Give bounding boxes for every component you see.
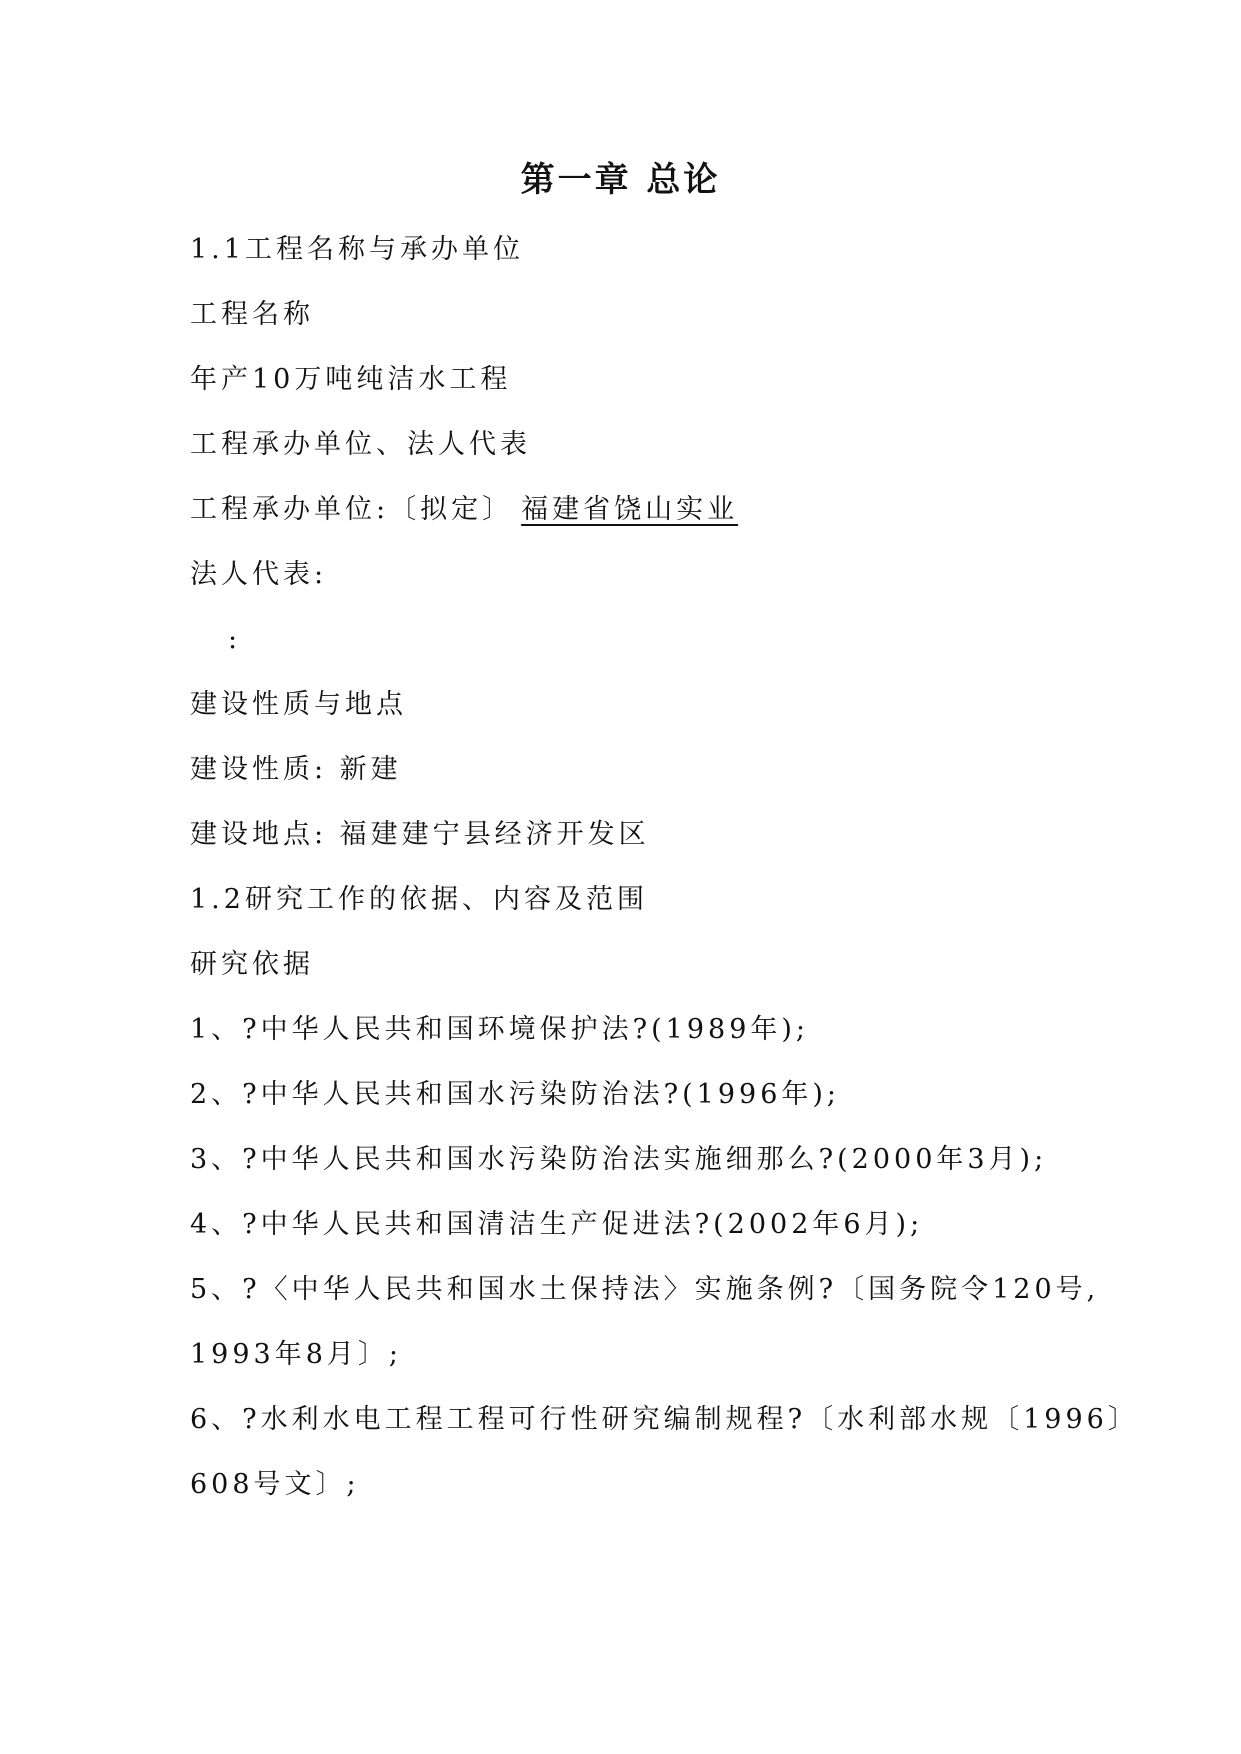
list-item: 4、?中华人民共和国清洁生产促进法?(2002年6月); (190, 1209, 924, 1240)
section-heading-1-2: 1.2研究工作的依据、内容及范围 (190, 884, 648, 915)
subheading-project-name: 工程名称 (190, 299, 314, 330)
list-item-continuation: 608号文〕; (190, 1469, 360, 1500)
list-item: 3、?中华人民共和国水污染防治法实施细那么?(2000年3月); (190, 1144, 1048, 1175)
legal-representative-label: 法人代表: (190, 559, 328, 590)
subheading-research-basis: 研究依据 (190, 949, 314, 980)
construction-nature: 建设性质: 新建 (190, 754, 402, 785)
undertaker-row (190, 492, 750, 528)
subheading-nature-location: 建设性质与地点 (190, 689, 407, 720)
list-item: 6、?水利水电工程工程可行性研究编制规程?〔水利部水规〔1996〕 (190, 1404, 1139, 1435)
undertaker-label: 工程承办单位:〔拟定〕 (190, 494, 514, 525)
list-item: 1、?中华人民共和国环境保护法?(1989年); (190, 1014, 810, 1045)
project-name-value: 年产10万吨纯洁水工程 (190, 364, 512, 395)
subheading-undertaker: 工程承办单位、法人代表 (190, 429, 531, 460)
list-item-continuation: 1993年8月〕; (190, 1339, 402, 1370)
list-item: 5、?〈中华人民共和国水土保持法〉实施条例?〔国务院令120号, (190, 1274, 1100, 1305)
chapter-title: 第一章 总论 (520, 160, 721, 200)
section-heading-1-1: 1.1工程名称与承办单位 (190, 234, 524, 265)
construction-location: 建设地点: 福建建宁县经济开发区 (190, 819, 650, 850)
colon-line: : (228, 624, 242, 655)
undertaker-value: 福建省饶山实业 (521, 494, 739, 525)
list-item: 2、?中华人民共和国水污染防治法?(1996年); (190, 1079, 841, 1110)
